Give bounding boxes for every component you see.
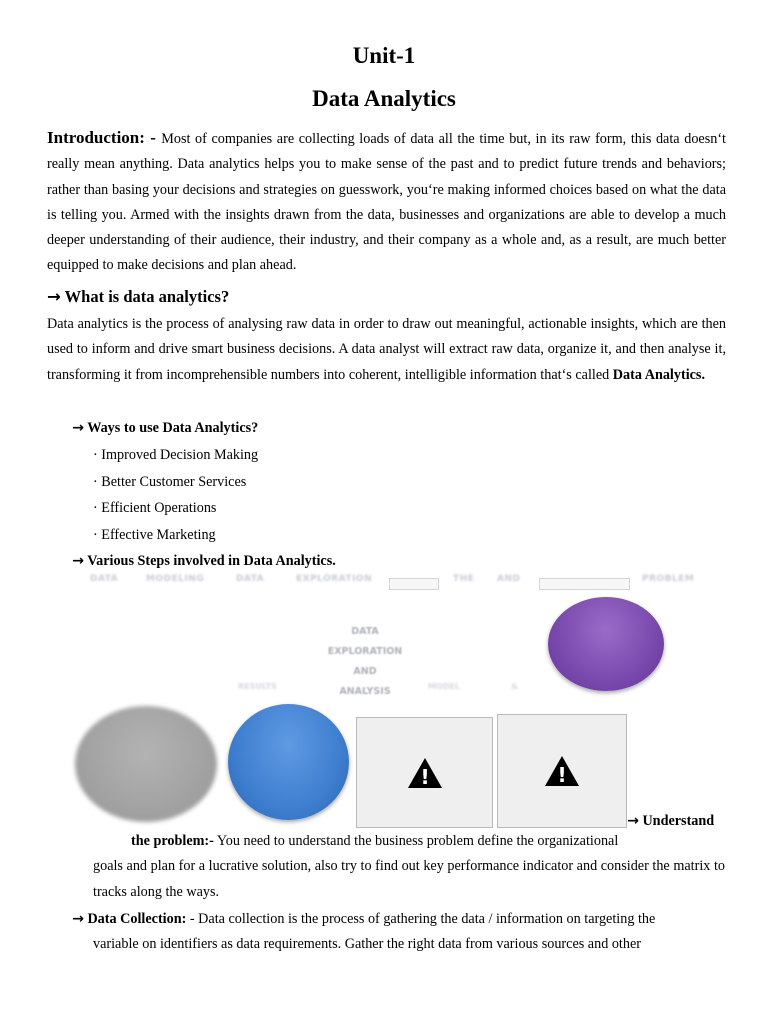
page-title: Data Analytics [312,86,456,111]
broken-image-placeholder [356,717,493,828]
collection-paragraph [72,907,726,958]
understand-first-line [93,829,725,854]
introduction-paragraph [47,125,726,279]
faded-box [389,578,439,590]
blue-ellipse [228,704,349,820]
introduction-text: Most of companies are collecting loads of data all the time but, in its raw form, this data doesn‘t really mean anything. Data analytics helps you to make sense of the past and to predict future trends and behaviors; rather than basing your decisions and strategies on guesswork, you‘re making informed choices based on what the data is telling you. Armed with the insights drawn from the data, businesses and organizations are able to develop a much deeper understanding of their audience, their industry, and their company as a whole and, as a result, are much better equipped to make decisions and plan ahead. [47,131,726,274]
ways-heading [72,420,258,437]
faded-label: EXPLORATION [296,574,373,584]
understand-text-first: You need to understand the business problem define the organizational [213,833,619,849]
what-is-heading-text: What is data analytics? [64,287,230,306]
faded-center-line: AND [353,666,377,677]
gray-ellipse [75,706,217,822]
ways-heading-text: Ways to use Data Analytics? [87,420,259,436]
faded-label: THE [453,574,475,584]
faded-center-line: DATA [351,626,379,637]
list-item: · Improved Decision Making [93,447,259,463]
steps-heading-text: Various Steps involved in Data Analytics. [87,553,336,569]
what-is-text: Data analytics is the process of analysing raw data in order to draw out meaningful, actionable insights, which are then used to inform and drive smart business decisions. A data analyst will extract raw data, organize it, and then analyse it, transforming it from incomprehensible numbers into coherent, intelligible information that‘s called [47,316,726,383]
what-is-text-bold: Data Analytics. [612,366,705,383]
purple-ellipse [548,597,664,691]
arrow-right-icon: → [72,420,84,436]
understand-heading-cont: the problem:- [131,833,214,849]
steps-heading [72,553,336,570]
understand-text-rest: goals and plan for a lucrative solution, also try to find out key performance indicator and consider the matrix to tracks along the ways. [93,858,725,900]
faded-label: AND [497,574,521,584]
faded-center-label [320,622,410,702]
ways-list [93,445,258,552]
list-item: · Effective Marketing [93,527,216,544]
introduction-label: Introduction: - [47,128,162,147]
unit-title: Unit-1 [352,43,416,68]
faded-label: & [511,682,518,691]
faded-label: MODELING [146,574,205,584]
svg-text:!: ! [557,763,567,787]
understand-paragraph [93,829,725,905]
svg-text:!: ! [419,764,430,789]
understand-heading-text: Understand [642,813,715,829]
faded-label: DATA [236,574,265,584]
faded-label: RESULTS [238,682,277,691]
what-is-heading [47,287,229,307]
broken-image-placeholder [497,714,627,828]
steps-diagram [0,570,768,820]
collection-text-first: - Data collection is the process of gathering the data / information on targeting the [186,911,656,927]
what-is-paragraph [47,312,726,388]
arrow-right-icon: → [47,287,61,306]
list-item: · Better Customer Services [93,473,247,490]
list-item: · Efficient Operations [93,500,217,517]
faded-label: MODEL [428,682,460,691]
faded-center-line: ANALYSIS [339,686,391,697]
faded-center-line: EXPLORATION [327,646,403,657]
collection-text-rest: variable on identifiers as data requirements. Gather the right data from various sources and other [93,936,641,953]
arrow-right-icon: → [72,553,84,569]
collection-heading: Data Collection: [87,911,187,927]
faded-label: DATA [90,574,119,584]
warning-icon [544,755,580,787]
warning-icon [407,757,443,789]
faded-label: PROBLEM [642,574,695,584]
understand-heading [627,813,714,830]
arrow-right-icon: → [627,813,639,829]
faded-box [539,578,630,590]
arrow-right-icon: → [72,911,84,927]
